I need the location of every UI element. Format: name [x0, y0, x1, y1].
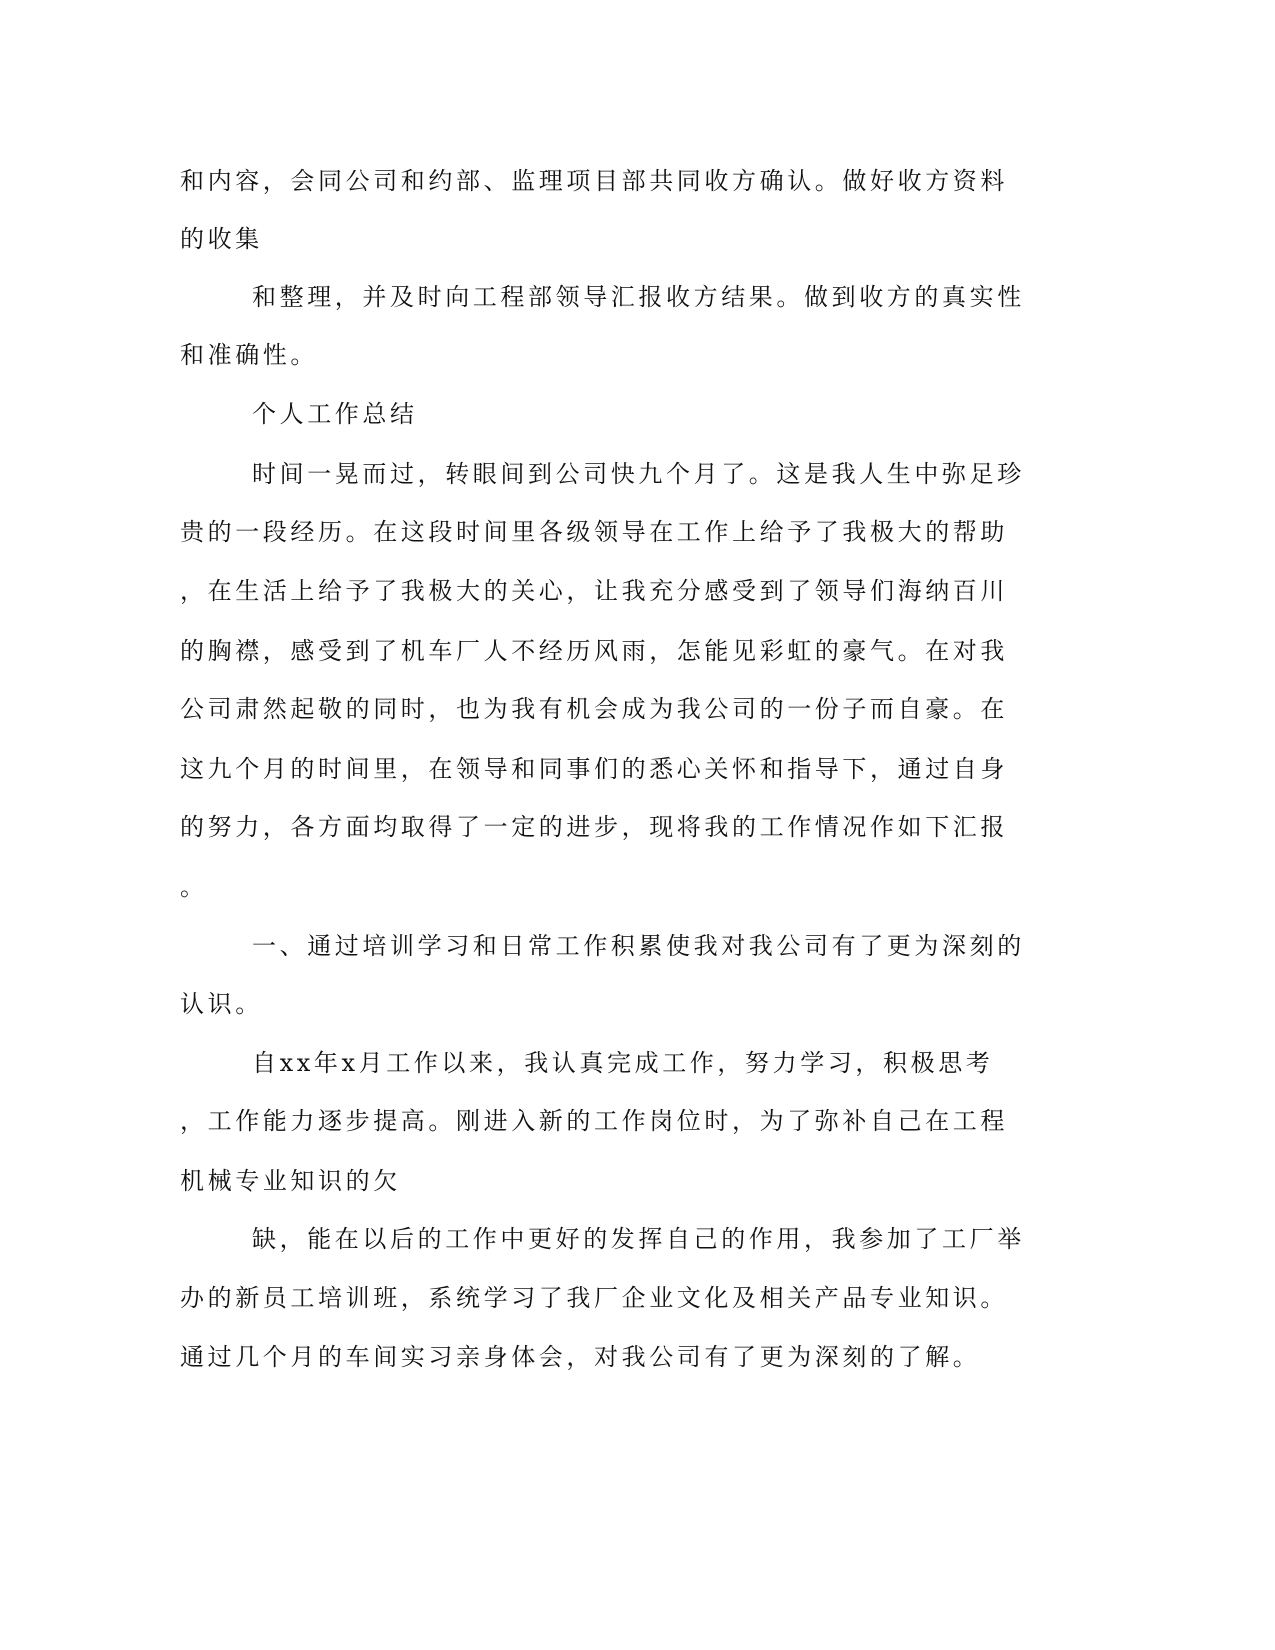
- text-line: 和内容，会同公司和约部、监理项目部共同收方确认。做好收方资料: [180, 167, 1008, 195]
- text-line: 的胸襟，感受到了机车厂人不经历风雨，怎能见彩虹的豪气。在对我: [180, 637, 1008, 665]
- text-line: 和整理，并及时向工程部领导汇报收方结果。做到收方的真实性: [252, 283, 1025, 311]
- text-line: ，工作能力逐步提高。刚进入新的工作岗位时，为了弥补自己在工程: [180, 1107, 1008, 1135]
- text-line: 通过几个月的车间实习亲身体会，对我公司有了更为深刻的了解。: [180, 1343, 981, 1371]
- text-line: 办的新员工培训班，系统学习了我厂企业文化及相关产品专业知识。: [180, 1284, 1008, 1312]
- text-line: 一、通过培训学习和日常工作积累使我对我公司有了更为深刻的: [252, 932, 1025, 960]
- text-line: 这九个月的时间里，在领导和同事们的悉心关怀和指导下，通过自身: [180, 755, 1008, 783]
- text-line: 。: [180, 873, 208, 901]
- text-line: 认识。: [180, 990, 263, 1018]
- text-line: 的努力，各方面均取得了一定的进步，现将我的工作情况作如下汇报: [180, 813, 1008, 841]
- text-line: 贵的一段经历。在这段时间里各级领导在工作上给予了我极大的帮助: [180, 518, 1008, 546]
- text-line: 公司肃然起敬的同时，也为我有机会成为我公司的一份子而自豪。在: [180, 695, 1008, 723]
- text-line: 缺，能在以后的工作中更好的发挥自己的作用，我参加了工厂举: [252, 1225, 1025, 1253]
- text-line: 和准确性。: [180, 341, 318, 369]
- text-line: 自xx年x月工作以来，我认真完成工作，努力学习，积极思考: [252, 1049, 994, 1077]
- text-line: 机械专业知识的欠: [180, 1167, 401, 1195]
- section-heading: 个人工作总结: [252, 400, 418, 428]
- text-line: ，在生活上给予了我极大的关心，让我充分感受到了领导们海纳百川: [180, 577, 1008, 605]
- text-line: 时间一晃而过，转眼间到公司快九个月了。这是我人生中弥足珍: [252, 460, 1025, 488]
- text-line: 的收集: [180, 225, 263, 253]
